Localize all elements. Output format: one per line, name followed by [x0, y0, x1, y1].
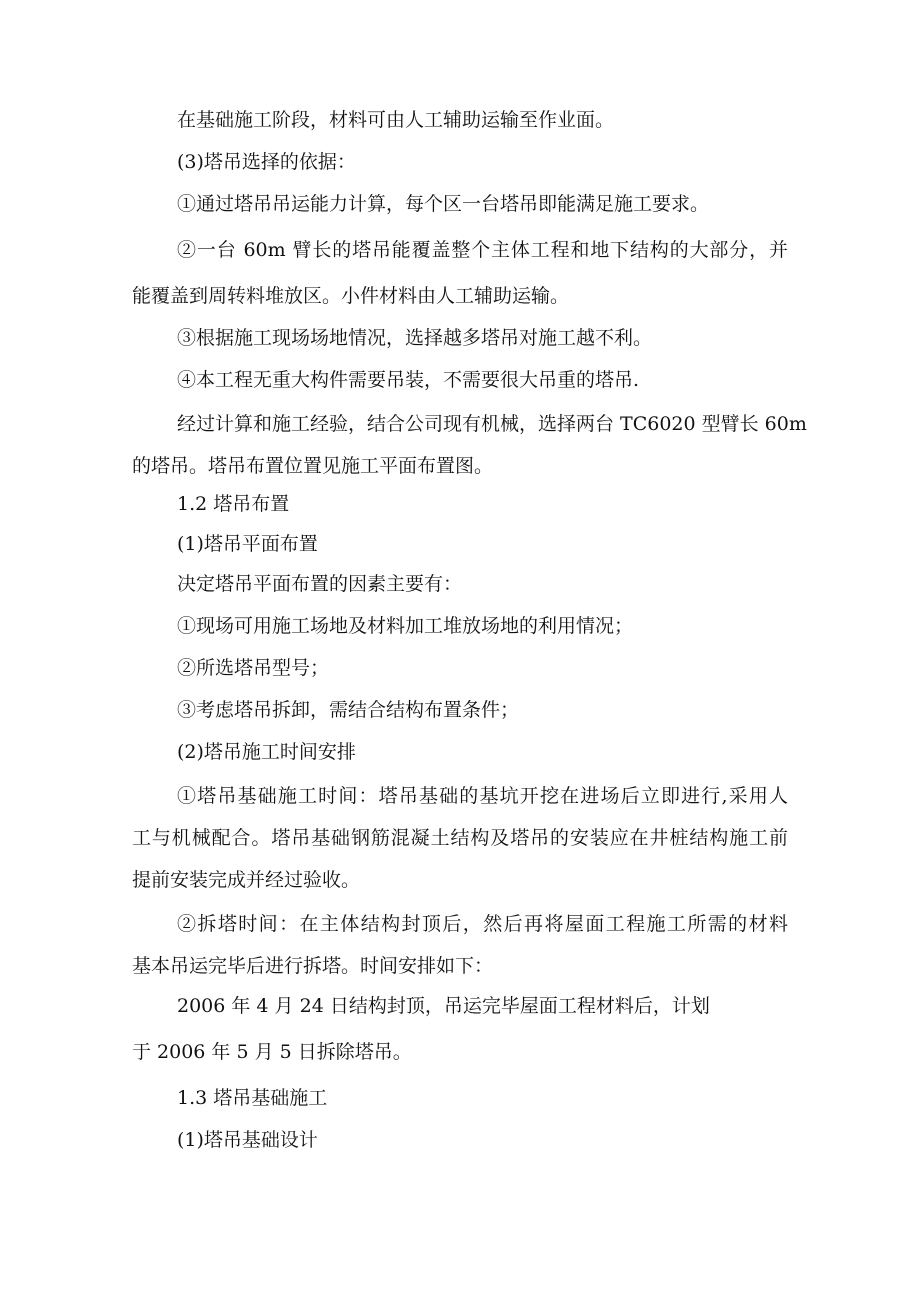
list-item: ②所选塔吊型号；	[177, 657, 330, 679]
subsection-heading: (1)塔吊平面布置	[177, 533, 318, 555]
section-heading: (3)塔吊选择的依据：	[177, 151, 356, 173]
paragraph-line: ③根据施工现场场地情况，选择越多塔吊对施工越不利。	[177, 327, 653, 349]
subsection-heading: (2)塔吊施工时间安排	[177, 741, 356, 763]
section-heading: 1.2 塔吊布置	[177, 493, 290, 515]
section-heading: 1.3 塔吊基础施工	[177, 1087, 328, 1109]
paragraph-line: 在基础施工阶段，材料可由人工辅助运输至作业面。	[177, 109, 615, 131]
list-item: ③考虑塔吊拆卸，需结合结构布置条件；	[177, 699, 520, 721]
paragraph-line: 2006 年 4 月 24 日结构封顶，吊运完毕屋面工程材料后，计划	[177, 995, 710, 1017]
subsection-heading: (1)塔吊基础设计	[177, 1129, 318, 1151]
paragraph-line: 经过计算和施工经验，结合公司现有机械，选择两台 TC6020 型臂长 60m	[177, 413, 807, 435]
list-item: ①现场可用施工场地及材料加工堆放场地的利用情况；	[177, 615, 634, 637]
paragraph-line: 提前安装完成并经过验收。	[132, 869, 361, 891]
paragraph-line: 决定塔吊平面布置的因素主要有：	[177, 573, 463, 595]
paragraph-line: 能覆盖到周转料堆放区。小件材料由人工辅助运输。	[132, 285, 570, 307]
paragraph-line: 于 2006 年 5 月 5 日拆除塔吊。	[132, 1041, 412, 1063]
paragraph-line: ①塔吊基础施工时间：塔吊基础的基坑开挖在进场后立即进行,采用人	[177, 785, 788, 807]
paragraph-line: 工与机械配合。塔吊基础钢筋混凝土结构及塔吊的安装应在井桩结构施工前	[132, 827, 788, 849]
paragraph-line: ②一台 60m 臂长的塔吊能覆盖整个主体工程和地下结构的大部分，并	[177, 239, 788, 261]
paragraph-line: ①通过塔吊吊运能力计算，每个区一台塔吊即能满足施工要求。	[177, 193, 710, 215]
paragraph-line: ④本工程无重大构件需要吊装，不需要很大吊重的塔吊.	[177, 369, 640, 391]
paragraph-line: 的塔吊。塔吊布置位置见施工平面布置图。	[132, 455, 494, 477]
paragraph-line: ②拆塔时间：在主体结构封顶后，然后再将屋面工程施工所需的材料	[177, 913, 788, 935]
paragraph-line: 基本吊运完毕后进行拆塔。时间安排如下：	[132, 955, 494, 977]
